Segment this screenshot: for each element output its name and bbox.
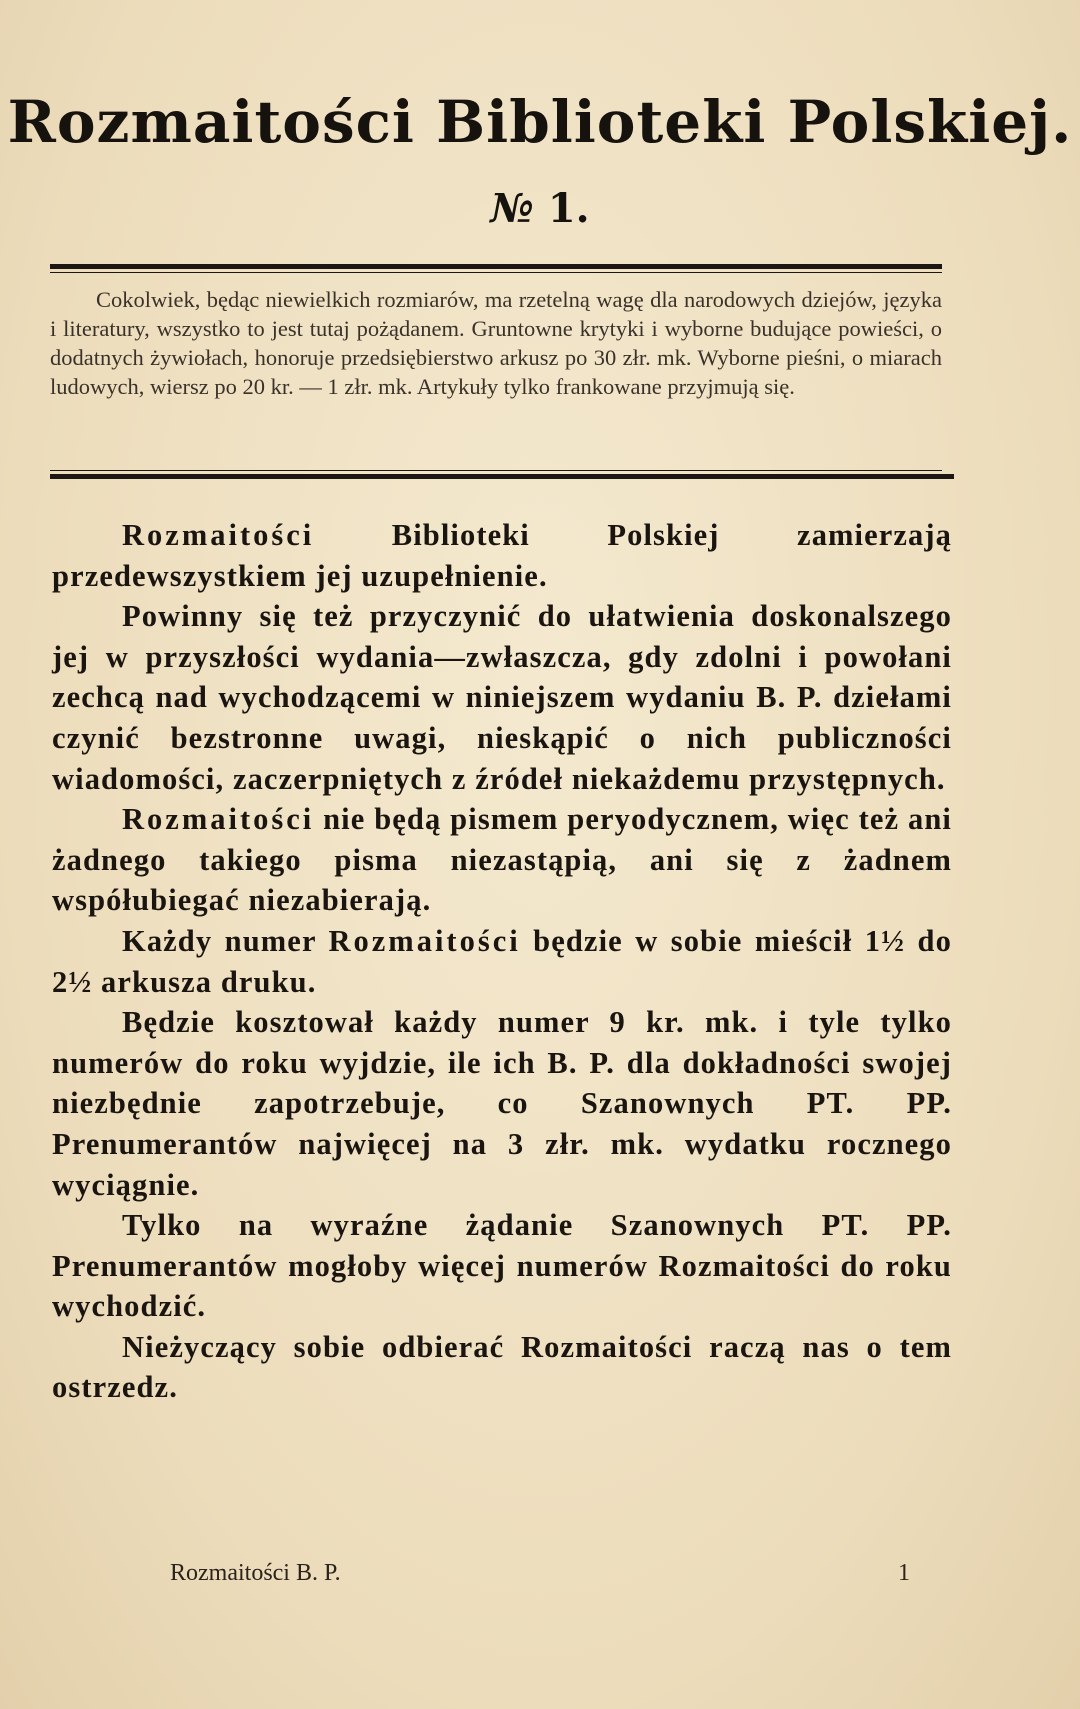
issue-symbol: № [490,185,534,232]
paragraph-text: będzie w sobie mieścił 1½ do 2½ arkusza druku. [52,923,952,999]
top-rule-thin [50,272,942,273]
paragraph-4 [52,921,952,1002]
paragraph-text: Każdy numer [122,923,317,958]
paragraph-2: Powinny się też przyczynić do ułatwienia doskonalszego jej w przyszłości wydania—zwłaszcza, gdy zdolni i powołani zechcą nad wychodzącemi w niniejszem wydaniu B. P. dziełami czynić bezstronne uwagi, nieskąpić o nich publiczności wiadomości, zaczerpniętych z źródeł niekażdemu przystępnych. [52,599,952,796]
notice-text: Cokolwiek, będąc niewielkich rozmiarów, ma rzetelną wagę dla narodowych dziejów, języka i literatury, wszystko to jest tutaj pożądanem. Gruntowne krytyki i wyborne budujące powieści, o dodatnych żywiołach, honoruje przedsiębierstwo arkusz po 30 złr. mk. Wyborne pieśni, o miarach ludowych, wiersz po 20 kr. — 1 złr. mk. Artykuły tylko frankowane przyjmują się. [50,287,942,399]
main-text [52,515,952,1408]
paragraph-text: Biblioteki Polskiej zamierzają przedewszystkiem jej uzupełnienie. [52,518,952,593]
bottom-rule-thick [50,474,954,479]
masthead-title: Rozmaitości Biblioteki Polskiej. [7,88,1073,156]
bottom-rule-thin [50,470,942,471]
emphasis: Rozmaitości [328,923,521,958]
emphasis: Rozmaitości [122,518,315,552]
emphasis: Rozmaitości [122,802,315,837]
paragraph-7: Nieżyczący sobie odbierać Rozmaitości raczą nas o tem ostrzedz. [52,1329,952,1405]
paragraph-text: nie będą pismem peryodycznem, więc też ani żadnego takiego pisma niezastąpią, ani się z żadnem współubiegać niezabierają. [52,802,952,918]
paragraph-1 [52,515,952,596]
top-rule-thick [50,264,942,269]
page-number: 1 [898,1560,910,1586]
paragraph-5: Będzie kosztował każdy numer 9 kr. mk. i tyle tylko numerów do roku wyjdzie, ile ich B. P. dla dokładności swojej niezbędnie zapotrzebuje, co Szanownych PT. PP. Prenumerantów najwięcej na 3 złr. mk. wydatku rocznego wyciągnie. [52,1005,952,1202]
subscription-notice [50,285,942,401]
paragraph-6: Tylko na wyraźne żądanie Szanownych PT. PP. Prenumerantów mogłoby więcej numerów Rozmaitości do roku wychodzić. [52,1208,952,1324]
footer-signature: Rozmaitości B. P. [170,1560,341,1586]
issue-value: 1. [547,185,590,232]
paragraph-3 [52,799,952,921]
issue-number [0,185,1080,232]
